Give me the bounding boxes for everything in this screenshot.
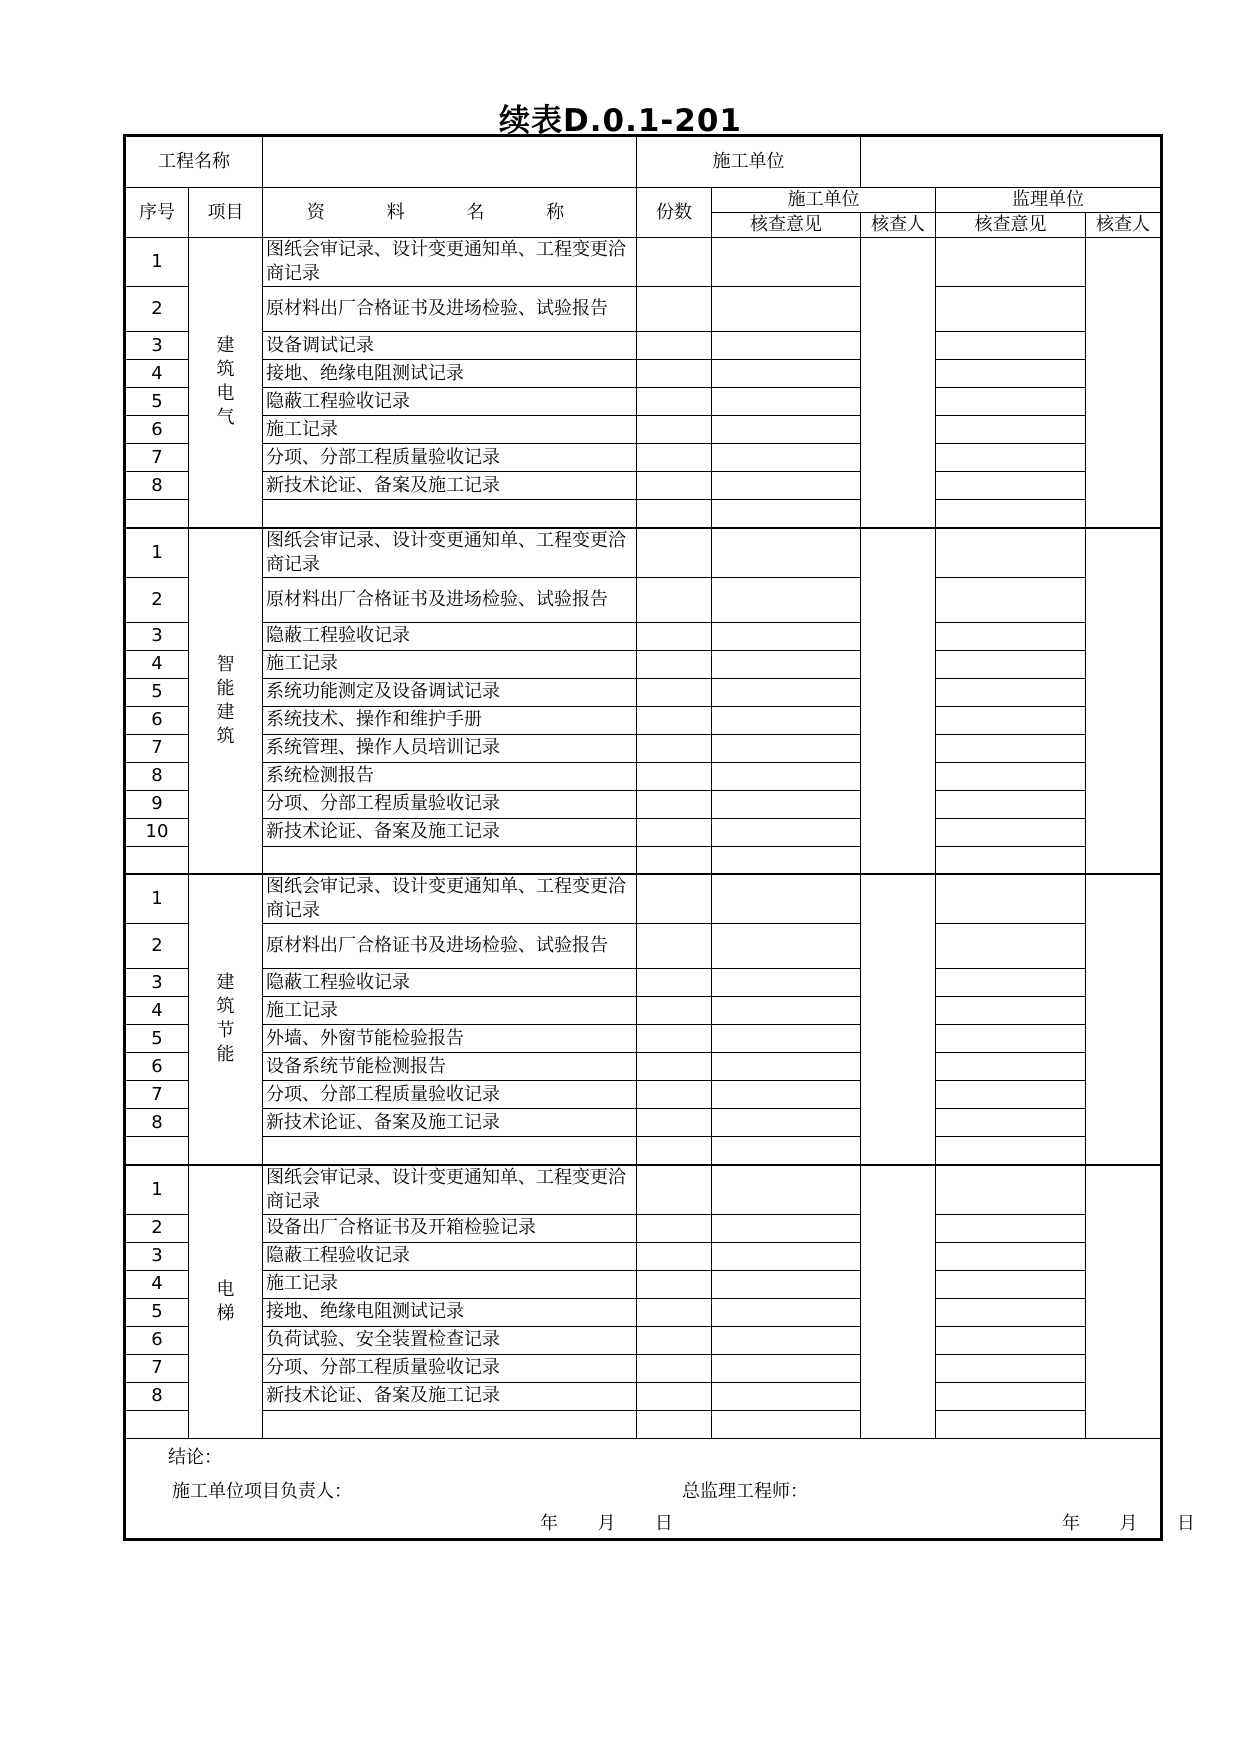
chief-supervisor-label: 总监理工程师： (682, 1480, 808, 1502)
row-supervision-opinion[interactable] (936, 1242, 1086, 1270)
row-supervision-opinion[interactable] (936, 790, 1086, 818)
table-row (125, 1025, 1162, 1053)
row-seq: 1 (125, 238, 189, 287)
row-document-name: 图纸会审记录、设计变更通知单、工程变更洽商记录 (263, 528, 637, 578)
row-seq: 1 (125, 874, 189, 924)
date-right: 年 月 日 (1062, 1512, 1195, 1534)
row-construction-opinion[interactable] (712, 360, 861, 388)
section-item-char: 气 (216, 407, 235, 429)
row-copies[interactable] (637, 997, 712, 1025)
table-row (125, 969, 1162, 997)
construction-unit-label: 施工单位 (637, 136, 861, 188)
row-copies[interactable] (637, 1270, 712, 1298)
row-copies[interactable] (637, 1410, 712, 1438)
row-copies[interactable] (637, 1025, 712, 1053)
row-supervision-opinion[interactable] (936, 287, 1086, 332)
row-supervision-opinion[interactable] (936, 622, 1086, 650)
row-supervision-opinion[interactable] (936, 444, 1086, 472)
row-seq: 8 (125, 762, 189, 790)
row-construction-opinion[interactable] (712, 924, 861, 969)
row-construction-opinion[interactable] (712, 1242, 861, 1270)
row-copies[interactable] (637, 924, 712, 969)
row-supervision-opinion[interactable] (936, 1270, 1086, 1298)
row-document-name: 隐蔽工程验收记录 (263, 969, 637, 997)
table-row (125, 444, 1162, 472)
row-document-name: 图纸会审记录、设计变更通知单、工程变更洽商记录 (263, 874, 637, 924)
col-seq-header: 序号 (125, 188, 189, 238)
row-seq: 3 (125, 1242, 189, 1270)
row-construction-opinion[interactable] (712, 734, 861, 762)
row-copies[interactable] (637, 1242, 712, 1270)
section-item-char: 节 (216, 1020, 235, 1042)
col-supervision-unit-header: 监理单位 (936, 188, 1162, 213)
section-item-char: 能 (216, 1044, 235, 1066)
section-item-char: 电 (216, 1278, 235, 1300)
row-supervision-opinion[interactable] (936, 238, 1086, 287)
col-doc-name-header (263, 188, 637, 238)
row-seq: 5 (125, 1025, 189, 1053)
row-supervision-opinion[interactable] (936, 1214, 1086, 1242)
row-supervision-opinion[interactable] (936, 846, 1086, 874)
section-supervision-reviewer[interactable] (1086, 238, 1162, 528)
row-copies[interactable] (637, 969, 712, 997)
section-supervision-reviewer[interactable] (1086, 1165, 1162, 1439)
section-construction-reviewer[interactable] (861, 874, 936, 1165)
row-document-name: 设备调试记录 (263, 332, 637, 360)
col-construction-opinion-header: 核查意见 (712, 213, 861, 238)
row-document-name: 分项、分部工程质量验收记录 (263, 790, 637, 818)
contractor-manager-label: 施工单位项目负责人： (172, 1480, 352, 1502)
row-seq: 8 (125, 1382, 189, 1410)
footer-cell (125, 1438, 1195, 1539)
row-seq: 7 (125, 1081, 189, 1109)
row-document-name (263, 846, 637, 874)
section-item-char: 建 (216, 701, 235, 723)
section-item-char: 筑 (216, 725, 235, 747)
row-seq: 4 (125, 997, 189, 1025)
row-copies[interactable] (637, 1214, 712, 1242)
row-copies[interactable] (637, 818, 712, 846)
row-document-name: 图纸会审记录、设计变更通知单、工程变更洽商记录 (263, 238, 637, 287)
row-copies[interactable] (637, 528, 712, 578)
section-item-char: 能 (216, 677, 235, 699)
row-document-name (263, 1137, 637, 1165)
row-seq: 2 (125, 577, 189, 622)
row-construction-opinion[interactable] (712, 1214, 861, 1242)
row-document-name: 隐蔽工程验收记录 (263, 622, 637, 650)
row-copies[interactable] (637, 734, 712, 762)
table-row (125, 472, 1162, 500)
table-row (125, 287, 1162, 332)
row-construction-opinion[interactable] (712, 1410, 861, 1438)
row-document-name: 外墙、外窗节能检验报告 (263, 1025, 637, 1053)
row-construction-opinion[interactable] (712, 1081, 861, 1109)
section-item-name (189, 238, 263, 528)
row-document-name: 图纸会审记录、设计变更通知单、工程变更洽商记录 (263, 1165, 637, 1215)
row-copies[interactable] (637, 332, 712, 360)
row-copies[interactable] (637, 444, 712, 472)
row-copies[interactable] (637, 472, 712, 500)
row-copies[interactable] (637, 1354, 712, 1382)
row-document-name: 设备系统节能检测报告 (263, 1053, 637, 1081)
row-seq: 5 (125, 1298, 189, 1326)
row-document-name: 接地、绝缘电阻测试记录 (263, 360, 637, 388)
row-document-name: 施工记录 (263, 416, 637, 444)
table-row (125, 706, 1162, 734)
row-document-name: 新技术论证、备案及施工记录 (263, 818, 637, 846)
row-supervision-opinion[interactable] (936, 1053, 1086, 1081)
row-construction-opinion[interactable] (712, 1354, 861, 1382)
table-row (125, 874, 1162, 924)
row-seq: 1 (125, 528, 189, 578)
row-copies[interactable] (637, 1081, 712, 1109)
row-seq: 8 (125, 1109, 189, 1137)
row-document-name: 新技术论证、备案及施工记录 (263, 1382, 637, 1410)
row-copies[interactable] (637, 790, 712, 818)
row-copies[interactable] (637, 287, 712, 332)
row-construction-opinion[interactable] (712, 500, 861, 528)
row-construction-opinion[interactable] (712, 874, 861, 924)
row-copies[interactable] (637, 1326, 712, 1354)
row-construction-opinion[interactable] (712, 238, 861, 287)
row-construction-opinion[interactable] (712, 287, 861, 332)
row-seq: 7 (125, 1354, 189, 1382)
row-construction-opinion[interactable] (712, 1025, 861, 1053)
row-seq: 2 (125, 924, 189, 969)
section-item-name (189, 1165, 263, 1439)
row-document-name: 系统管理、操作人员培训记录 (263, 734, 637, 762)
row-copies[interactable] (637, 1165, 712, 1215)
row-seq: 3 (125, 969, 189, 997)
row-document-name: 施工记录 (263, 650, 637, 678)
row-supervision-opinion[interactable] (936, 332, 1086, 360)
row-construction-opinion[interactable] (712, 1165, 861, 1215)
row-supervision-opinion[interactable] (936, 1081, 1086, 1109)
table-row (125, 846, 1162, 874)
row-supervision-opinion[interactable] (936, 874, 1086, 924)
row-construction-opinion[interactable] (712, 846, 861, 874)
row-construction-opinion[interactable] (712, 790, 861, 818)
construction-unit-value[interactable] (861, 136, 1162, 188)
row-document-name: 施工记录 (263, 1270, 637, 1298)
table-row (125, 924, 1162, 969)
row-seq: 4 (125, 1270, 189, 1298)
row-seq: 3 (125, 332, 189, 360)
date-left: 年 月 日 (540, 1512, 673, 1534)
table-row (125, 734, 1162, 762)
table-row (125, 1165, 1162, 1215)
row-construction-opinion[interactable] (712, 997, 861, 1025)
section-construction-reviewer[interactable] (861, 238, 936, 528)
table-row (125, 1354, 1162, 1382)
footer-row (125, 1438, 1162, 1539)
section-item-char: 梯 (216, 1302, 235, 1324)
row-construction-opinion[interactable] (712, 416, 861, 444)
row-seq: 10 (125, 818, 189, 846)
row-supervision-opinion[interactable] (936, 416, 1086, 444)
row-supervision-opinion[interactable] (936, 678, 1086, 706)
table-row (125, 360, 1162, 388)
col-construction-unit-header: 施工单位 (712, 188, 936, 213)
row-supervision-opinion[interactable] (936, 969, 1086, 997)
row-document-name: 新技术论证、备案及施工记录 (263, 472, 637, 500)
row-construction-opinion[interactable] (712, 622, 861, 650)
row-construction-opinion[interactable] (712, 1109, 861, 1137)
table-row (125, 997, 1162, 1025)
row-seq (125, 1410, 189, 1438)
table-row (125, 238, 1162, 287)
col-supervision-reviewer-header: 核查人 (1086, 213, 1162, 238)
row-seq: 3 (125, 622, 189, 650)
row-construction-opinion[interactable] (712, 706, 861, 734)
conclusion-label: 结论： (168, 1446, 222, 1468)
table-row (125, 790, 1162, 818)
table-row (125, 1242, 1162, 1270)
row-document-name (263, 1410, 637, 1438)
row-document-name: 分项、分部工程质量验收记录 (263, 444, 637, 472)
row-supervision-opinion[interactable] (936, 577, 1086, 622)
section-item-char: 筑 (216, 359, 235, 381)
row-supervision-opinion[interactable] (936, 360, 1086, 388)
row-supervision-opinion[interactable] (936, 762, 1086, 790)
row-copies[interactable] (637, 1137, 712, 1165)
section-item-char: 智 (216, 653, 235, 675)
row-seq: 8 (125, 472, 189, 500)
row-supervision-opinion[interactable] (936, 734, 1086, 762)
table-row (125, 1382, 1162, 1410)
table-row (125, 1053, 1162, 1081)
header-row-project (125, 136, 1162, 188)
row-supervision-opinion[interactable] (936, 1025, 1086, 1053)
row-seq: 6 (125, 706, 189, 734)
row-document-name: 分项、分部工程质量验收记录 (263, 1354, 637, 1382)
row-document-name: 系统技术、操作和维护手册 (263, 706, 637, 734)
table-row (125, 818, 1162, 846)
row-construction-opinion[interactable] (712, 818, 861, 846)
table-row (125, 1298, 1162, 1326)
table-row (125, 1326, 1162, 1354)
row-construction-opinion[interactable] (712, 1326, 861, 1354)
row-copies[interactable] (637, 874, 712, 924)
row-construction-opinion[interactable] (712, 762, 861, 790)
table-row (125, 678, 1162, 706)
row-seq: 5 (125, 678, 189, 706)
row-seq (125, 500, 189, 528)
row-supervision-opinion[interactable] (936, 706, 1086, 734)
row-supervision-opinion[interactable] (936, 997, 1086, 1025)
row-copies[interactable] (637, 1298, 712, 1326)
project-name-value[interactable] (263, 136, 637, 188)
table-row (125, 388, 1162, 416)
table-row (125, 577, 1162, 622)
row-copies[interactable] (637, 678, 712, 706)
table-row (125, 1109, 1162, 1137)
row-seq (125, 1137, 189, 1165)
row-supervision-opinion[interactable] (936, 1165, 1086, 1215)
row-construction-opinion[interactable] (712, 650, 861, 678)
col-construction-reviewer-header: 核查人 (861, 213, 936, 238)
row-document-name: 施工记录 (263, 997, 637, 1025)
row-supervision-opinion[interactable] (936, 1410, 1086, 1438)
row-construction-opinion[interactable] (712, 678, 861, 706)
row-copies[interactable] (637, 706, 712, 734)
row-construction-opinion[interactable] (712, 388, 861, 416)
row-seq: 9 (125, 790, 189, 818)
row-supervision-opinion[interactable] (936, 388, 1086, 416)
row-copies[interactable] (637, 1053, 712, 1081)
row-document-name: 隐蔽工程验收记录 (263, 1242, 637, 1270)
row-construction-opinion[interactable] (712, 1270, 861, 1298)
row-construction-opinion[interactable] (712, 1137, 861, 1165)
row-construction-opinion[interactable] (712, 332, 861, 360)
section-supervision-reviewer[interactable] (1086, 528, 1162, 875)
row-document-name: 隐蔽工程验收记录 (263, 388, 637, 416)
col-copies-header: 份数 (637, 188, 712, 238)
row-construction-opinion[interactable] (712, 1382, 861, 1410)
section-item-char: 电 (216, 383, 235, 405)
section-item-name (189, 874, 263, 1165)
table-row (125, 622, 1162, 650)
row-seq: 6 (125, 1326, 189, 1354)
table-row (125, 1081, 1162, 1109)
row-document-name: 负荷试验、安全装置检查记录 (263, 1326, 637, 1354)
row-copies[interactable] (637, 360, 712, 388)
table-row (125, 1137, 1162, 1165)
section-item-char: 建 (216, 335, 235, 357)
header-row-columns-top (125, 188, 1162, 213)
row-document-name (263, 500, 637, 528)
row-seq: 4 (125, 650, 189, 678)
table-row (125, 500, 1162, 528)
row-seq: 1 (125, 1165, 189, 1215)
section-item-name (189, 528, 263, 875)
row-document-name: 原材料出厂合格证书及进场检验、试验报告 (263, 924, 637, 969)
row-seq: 6 (125, 1053, 189, 1081)
table-row (125, 650, 1162, 678)
row-supervision-opinion[interactable] (936, 650, 1086, 678)
row-seq: 2 (125, 287, 189, 332)
row-construction-opinion[interactable] (712, 1053, 861, 1081)
col-supervision-opinion-header: 核查意见 (936, 213, 1086, 238)
col-doc-name-text: 资 料 名 称 (306, 201, 593, 223)
row-supervision-opinion[interactable] (936, 818, 1086, 846)
row-copies[interactable] (637, 388, 712, 416)
row-document-name: 原材料出厂合格证书及进场检验、试验报告 (263, 577, 637, 622)
row-document-name: 分项、分部工程质量验收记录 (263, 1081, 637, 1109)
row-copies[interactable] (637, 500, 712, 528)
row-copies[interactable] (637, 622, 712, 650)
row-copies[interactable] (637, 577, 712, 622)
table-row (125, 332, 1162, 360)
row-document-name: 接地、绝缘电阻测试记录 (263, 1298, 637, 1326)
row-copies[interactable] (637, 762, 712, 790)
row-construction-opinion[interactable] (712, 577, 861, 622)
row-document-name: 新技术论证、备案及施工记录 (263, 1109, 637, 1137)
table-row (125, 762, 1162, 790)
row-seq (125, 846, 189, 874)
row-construction-opinion[interactable] (712, 528, 861, 578)
row-document-name: 原材料出厂合格证书及进场检验、试验报告 (263, 287, 637, 332)
row-construction-opinion[interactable] (712, 472, 861, 500)
row-copies[interactable] (637, 416, 712, 444)
section-item-char: 建 (216, 972, 235, 994)
table-row (125, 528, 1162, 578)
row-copies[interactable] (637, 1382, 712, 1410)
row-supervision-opinion[interactable] (936, 1137, 1086, 1165)
row-seq: 7 (125, 444, 189, 472)
row-copies[interactable] (637, 1109, 712, 1137)
row-document-name: 系统功能测定及设备调试记录 (263, 678, 637, 706)
row-supervision-opinion[interactable] (936, 500, 1086, 528)
row-supervision-opinion[interactable] (936, 1354, 1086, 1382)
section-construction-reviewer[interactable] (861, 1165, 936, 1439)
row-seq: 6 (125, 416, 189, 444)
row-supervision-opinion[interactable] (936, 1382, 1086, 1410)
inspection-form-table (123, 134, 1195, 1541)
row-supervision-opinion[interactable] (936, 1298, 1086, 1326)
row-seq: 7 (125, 734, 189, 762)
row-seq: 5 (125, 388, 189, 416)
section-supervision-reviewer[interactable] (1086, 874, 1162, 1165)
row-document-name: 设备出厂合格证书及开箱检验记录 (263, 1214, 637, 1242)
table-row (125, 1410, 1162, 1438)
row-construction-opinion[interactable] (712, 969, 861, 997)
row-copies[interactable] (637, 846, 712, 874)
row-supervision-opinion[interactable] (936, 528, 1086, 578)
col-item-header: 项目 (189, 188, 263, 238)
table-row (125, 1270, 1162, 1298)
row-supervision-opinion[interactable] (936, 472, 1086, 500)
row-supervision-opinion[interactable] (936, 924, 1086, 969)
table-row (125, 416, 1162, 444)
row-construction-opinion[interactable] (712, 1298, 861, 1326)
section-item-char: 筑 (216, 996, 235, 1018)
row-copies[interactable] (637, 650, 712, 678)
form-title: 续表D.0.1-201 (498, 103, 742, 139)
project-name-label: 工程名称 (125, 136, 263, 188)
row-seq: 4 (125, 360, 189, 388)
table-row (125, 1214, 1162, 1242)
row-construction-opinion[interactable] (712, 444, 861, 472)
row-supervision-opinion[interactable] (936, 1109, 1086, 1137)
row-document-name: 系统检测报告 (263, 762, 637, 790)
row-supervision-opinion[interactable] (936, 1326, 1086, 1354)
row-copies[interactable] (637, 238, 712, 287)
row-seq: 2 (125, 1214, 189, 1242)
section-construction-reviewer[interactable] (861, 528, 936, 875)
